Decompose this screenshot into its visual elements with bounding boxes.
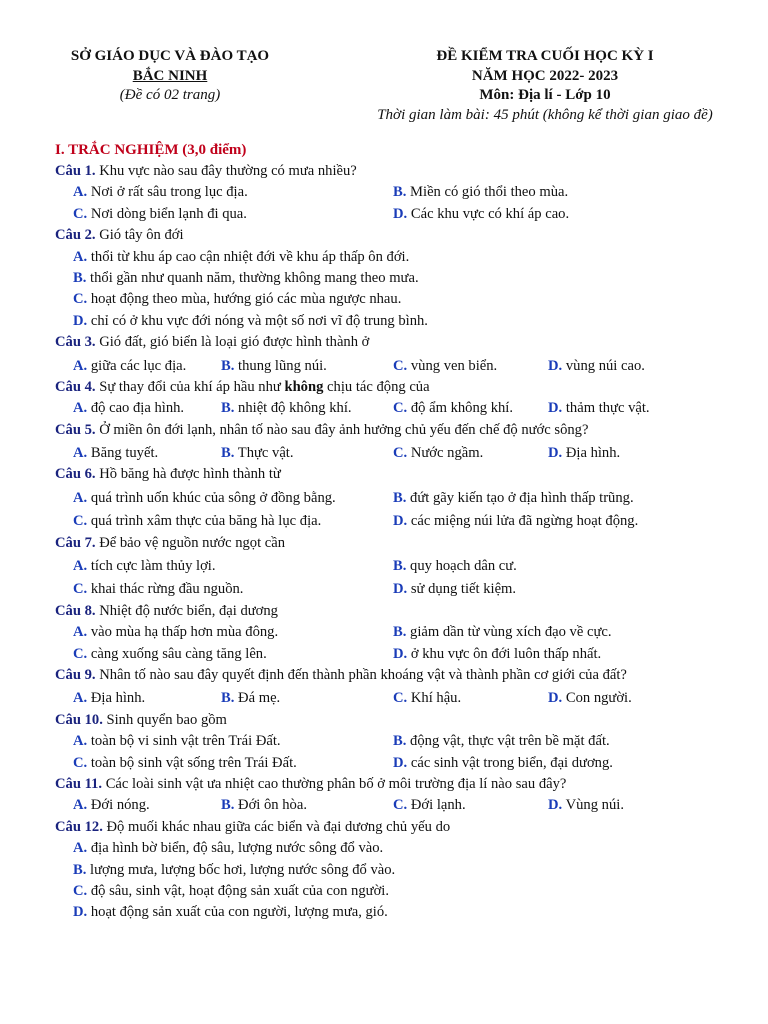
- province-name: BẮC NINH: [132, 67, 208, 84]
- option-letter: D.: [548, 357, 563, 374]
- option-a: [73, 398, 184, 419]
- question-stem: [55, 161, 755, 182]
- option-row: [55, 753, 755, 774]
- question-stem: [55, 420, 755, 441]
- question-text: Hồ băng hà được hình thành từ: [99, 466, 281, 483]
- option-d: [73, 902, 388, 923]
- option-text: Con người.: [565, 690, 632, 707]
- question-stem: [55, 464, 755, 485]
- question-text: Khu vực nào sau đây thường có mưa nhiều?: [99, 163, 357, 179]
- option-letter: A.: [73, 489, 88, 506]
- option-b: [73, 860, 395, 881]
- option-text: khai thác rừng đầu nguồn.: [90, 581, 244, 598]
- option-a: [73, 622, 278, 643]
- option-text: vùng núi cao.: [565, 357, 645, 374]
- option-row: [55, 579, 755, 600]
- option-text: Đới ôn hòa.: [238, 797, 307, 814]
- option-row: [55, 443, 755, 464]
- question-12: [55, 817, 755, 924]
- option-letter: D.: [73, 312, 88, 329]
- option-text: thổi từ khu áp cao cận nhiệt đới về khu áp thấp ôn đới.: [90, 248, 410, 265]
- option-letter: D.: [393, 513, 408, 530]
- option-d: [393, 579, 516, 600]
- department-name: SỞ GIÁO DỤC VÀ ĐÀO TẠO: [70, 48, 270, 64]
- option-text: Vùng núi.: [565, 797, 624, 814]
- option-letter: B.: [393, 558, 407, 575]
- option-b: [221, 398, 352, 419]
- option-b: [221, 795, 307, 816]
- question-text: Gió tây ôn đới: [99, 227, 184, 244]
- option-a: [73, 688, 145, 709]
- option-text: địa hình bờ biển, độ sâu, lượng nước sông đổ vào.: [90, 840, 384, 857]
- option-letter: C.: [393, 445, 408, 462]
- option-text: Các khu vực có khí áp cao.: [410, 205, 570, 222]
- question-9: [55, 665, 755, 710]
- question-number: Câu 8.: [55, 602, 96, 619]
- option-c: [73, 644, 267, 665]
- option-letter: A.: [73, 840, 88, 857]
- option-letter: B.: [221, 400, 235, 417]
- option-letter: B.: [393, 489, 407, 506]
- option-row: [55, 731, 755, 752]
- option-letter: D.: [393, 205, 408, 222]
- question-7: [55, 533, 755, 601]
- question-6: [55, 464, 755, 532]
- option-d: [548, 443, 620, 464]
- option-a: [73, 488, 336, 509]
- option-text: giữa các lục địa.: [90, 357, 187, 374]
- option-text: nhiệt độ không khí.: [238, 400, 352, 417]
- option-text: càng xuống sâu càng tăng lên.: [90, 645, 267, 662]
- header-left-block: [40, 47, 300, 106]
- option-a: [73, 356, 186, 377]
- question-number: Câu 2.: [55, 227, 96, 244]
- option-row: [55, 268, 755, 289]
- option-text: thảm thực vật.: [565, 400, 650, 417]
- option-text: quá trình uốn khúc của sông ở đồng bằng.: [90, 489, 336, 506]
- option-text: tích cực làm thủy lợi.: [90, 558, 216, 575]
- question-11: [55, 774, 755, 817]
- option-letter: C.: [73, 882, 88, 899]
- question-number: Câu 6.: [55, 466, 96, 483]
- option-letter: B.: [221, 690, 235, 707]
- option-d: [548, 356, 645, 377]
- option-letter: C.: [393, 357, 408, 374]
- question-4: [55, 377, 755, 420]
- option-text: hoạt động theo mùa, hướng gió các mùa ngược nhau.: [90, 291, 402, 308]
- subject-grade: Môn: Địa lí - Lớp 10: [479, 87, 611, 103]
- option-text: quá trình xâm thực của băng hà lục địa.: [90, 513, 322, 530]
- option-letter: B.: [393, 184, 407, 201]
- option-letter: C.: [393, 797, 408, 814]
- option-text: sử dụng tiết kiệm.: [410, 581, 517, 598]
- option-d: [548, 398, 650, 419]
- option-row: [55, 838, 755, 859]
- option-row: [55, 289, 755, 310]
- exam-content: [55, 140, 755, 924]
- question-text: Để bảo vệ nguồn nước ngọt cần: [99, 534, 286, 551]
- option-text: độ sâu, sinh vật, hoạt động sản xuất của con người.: [90, 882, 389, 899]
- option-row: [55, 622, 755, 643]
- option-text: các sinh vật trong biển, đại dương.: [410, 754, 613, 771]
- question-text: Nhân tố nào sau đây quyết định đến thành phần khoáng vật và thành phần cơ giới của đất?: [99, 666, 627, 683]
- option-letter: A.: [73, 184, 88, 201]
- option-row: [55, 795, 755, 816]
- option-a: [73, 443, 158, 464]
- option-c: [73, 753, 297, 774]
- option-row: [55, 182, 755, 203]
- option-letter: B.: [221, 445, 235, 462]
- option-row: [55, 356, 755, 377]
- option-letter: B.: [393, 624, 407, 641]
- option-row: [55, 902, 755, 923]
- option-text: giảm dần từ vùng xích đạo về cực.: [410, 624, 612, 641]
- option-row: [55, 556, 755, 577]
- option-d: [393, 644, 601, 665]
- option-b: [393, 731, 610, 752]
- question-text: Gió đất, gió biển là loại gió được hình thành ở: [99, 334, 370, 351]
- question-number: Câu 5.: [55, 421, 96, 438]
- option-text: Địa hình.: [90, 690, 146, 707]
- question-stem: [55, 601, 755, 622]
- option-letter: A.: [73, 733, 88, 750]
- emphasis-word: không: [284, 378, 324, 395]
- option-letter: A.: [73, 558, 88, 575]
- question-text: Các loài sinh vật ưa nhiệt cao thường phân bố ở môi trường địa lí nào sau đây?: [105, 775, 567, 792]
- option-letter: D.: [393, 754, 408, 771]
- option-text: hoạt động sản xuất của con người, lượng mưa, gió.: [90, 904, 388, 921]
- option-text: chỉ có ở khu vực đới nóng và một số nơi vĩ độ trung bình.: [90, 312, 428, 329]
- option-text: toàn bộ sinh vật sống trên Trái Đất.: [90, 754, 297, 771]
- option-letter: B.: [73, 269, 87, 286]
- option-a: [73, 731, 281, 752]
- question-number: Câu 10.: [55, 711, 103, 728]
- question-3: [55, 332, 755, 377]
- option-text: các miệng núi lửa đã ngừng hoạt động.: [410, 513, 639, 530]
- option-row: [55, 247, 755, 268]
- option-letter: A.: [73, 445, 88, 462]
- option-c: [393, 356, 497, 377]
- option-c: [393, 443, 483, 464]
- option-row: [55, 204, 755, 225]
- question-number: Câu 11.: [55, 775, 103, 792]
- option-row: [55, 644, 755, 665]
- option-d: [393, 511, 638, 532]
- option-text: Miền có gió thổi theo mùa.: [410, 184, 569, 201]
- option-text: động vật, thực vật trên bề mặt đất.: [410, 733, 610, 750]
- section-title: I. TRẮC NGHIỆM (3,0 điểm): [55, 142, 247, 158]
- option-letter: A.: [73, 248, 88, 265]
- option-letter: C.: [393, 400, 408, 417]
- question-text: Ở miền ôn đới lạnh, nhân tố nào sau đây ảnh hưởng chủ yếu đến chế độ nước sông?: [99, 421, 589, 438]
- question-stem: [55, 377, 755, 398]
- option-text: đứt gãy kiến tạo ở địa hình thấp trũng.: [410, 489, 634, 506]
- question-stem: [55, 332, 755, 353]
- question-number: Câu 3.: [55, 334, 96, 351]
- option-c: [73, 511, 321, 532]
- question-number: Câu 9.: [55, 666, 96, 683]
- option-text: Nước ngầm.: [410, 445, 484, 462]
- option-letter: C.: [73, 291, 88, 308]
- option-text: vùng ven biển.: [410, 357, 498, 374]
- option-text: Nơi ở rất sâu trong lục địa.: [90, 184, 248, 201]
- option-b: [393, 622, 611, 643]
- school-year: NĂM HỌC 2022- 2023: [471, 67, 619, 84]
- option-text: vào mùa hạ thấp hơn mùa đông.: [90, 624, 279, 641]
- option-letter: C.: [73, 645, 88, 662]
- option-row: [55, 688, 755, 709]
- option-text: Nơi dòng biển lạnh đi qua.: [90, 205, 247, 222]
- option-text: Khí hậu.: [410, 690, 462, 707]
- option-a: [73, 838, 383, 859]
- question-1: [55, 161, 755, 225]
- option-b: [393, 556, 517, 577]
- question-number: Câu 7.: [55, 534, 96, 551]
- option-letter: A.: [73, 797, 88, 814]
- question-number: Câu 4.: [55, 378, 96, 395]
- option-c: [73, 881, 389, 902]
- option-c: [393, 795, 466, 816]
- page-count-note: (Đề có 02 trang): [119, 87, 221, 103]
- question-number: Câu 12.: [55, 818, 103, 835]
- option-b: [393, 488, 634, 509]
- option-row: [55, 488, 755, 509]
- option-row: [55, 311, 755, 332]
- option-b: [221, 356, 327, 377]
- option-letter: D.: [548, 445, 563, 462]
- question-stem: [55, 225, 755, 246]
- question-text: Nhiệt độ nước biển, đại dương: [99, 602, 278, 619]
- option-text: lượng mưa, lượng bốc hơi, lượng nước sông đổ vào.: [90, 861, 396, 878]
- option-letter: D.: [393, 645, 408, 662]
- option-text: quy hoạch dân cư.: [410, 558, 517, 575]
- exam-header: [0, 47, 768, 127]
- question-10: [55, 710, 755, 774]
- option-text: độ cao địa hình.: [90, 400, 185, 417]
- option-d: [393, 204, 569, 225]
- option-letter: A.: [73, 690, 88, 707]
- option-b: [221, 443, 294, 464]
- question-number: Câu 1.: [55, 163, 96, 179]
- option-a: [73, 556, 216, 577]
- option-letter: B.: [221, 357, 235, 374]
- option-letter: B.: [393, 733, 407, 750]
- option-text: Đới lạnh.: [410, 797, 466, 814]
- option-c: [393, 688, 461, 709]
- question-text: Sinh quyển bao gồm: [106, 711, 227, 728]
- option-text: Thực vật.: [237, 445, 294, 462]
- option-a: [73, 182, 248, 203]
- question-stem: [55, 774, 755, 795]
- option-c: [73, 204, 247, 225]
- question-stem: [55, 533, 755, 554]
- option-letter: C.: [73, 754, 88, 771]
- option-row: [55, 860, 755, 881]
- option-text: Băng tuyết.: [90, 445, 159, 462]
- option-text: thung lũng núi.: [238, 357, 327, 374]
- option-d: [548, 795, 624, 816]
- option-letter: B.: [73, 861, 87, 878]
- option-a: [73, 247, 409, 268]
- option-text: thổi gần như quanh năm, thường không mang theo mưa.: [90, 269, 419, 286]
- question-8: [55, 601, 755, 665]
- question-2: [55, 225, 755, 332]
- option-c: [73, 289, 401, 310]
- option-row: [55, 398, 755, 419]
- option-letter: A.: [73, 624, 88, 641]
- header-right-block: [300, 47, 768, 125]
- question-stem: [55, 817, 755, 838]
- option-letter: D.: [548, 797, 563, 814]
- option-letter: A.: [73, 400, 88, 417]
- option-b: [73, 268, 419, 289]
- question-text: Sự thay đổi của khí áp hầu như không chịu tác động của: [99, 378, 430, 395]
- exam-title: ĐỀ KIỂM TRA CUỐI HỌC KỲ I: [436, 48, 654, 64]
- option-c: [73, 579, 243, 600]
- option-c: [393, 398, 513, 419]
- option-text: độ ẩm không khí.: [410, 400, 514, 417]
- option-letter: A.: [73, 357, 88, 374]
- question-stem: [55, 665, 755, 686]
- option-letter: D.: [548, 690, 563, 707]
- question-stem: [55, 710, 755, 731]
- option-letter: D.: [73, 904, 88, 921]
- question-text: Độ muối khác nhau giữa các biển và đại dương chủ yếu do: [106, 818, 451, 835]
- option-text: Địa hình.: [565, 445, 621, 462]
- option-text: ở khu vực ôn đới luôn thấp nhất.: [410, 645, 602, 662]
- option-d: [548, 688, 632, 709]
- option-text: Đới nóng.: [90, 797, 150, 814]
- option-text: Đá mẹ.: [238, 690, 281, 707]
- option-letter: C.: [73, 581, 88, 598]
- option-b: [221, 688, 280, 709]
- option-letter: D.: [548, 400, 563, 417]
- option-d: [393, 753, 613, 774]
- option-letter: B.: [221, 797, 235, 814]
- option-letter: D.: [393, 581, 408, 598]
- option-letter: C.: [73, 513, 88, 530]
- option-letter: C.: [393, 690, 408, 707]
- option-a: [73, 795, 150, 816]
- option-b: [393, 182, 568, 203]
- time-allowed: Thời gian làm bài: 45 phút (không kể thời gian giao đề): [377, 106, 713, 123]
- option-row: [55, 511, 755, 532]
- question-5: [55, 420, 755, 465]
- option-row: [55, 881, 755, 902]
- option-text: toàn bộ vi sinh vật trên Trái Đất.: [90, 733, 281, 750]
- option-d: [73, 311, 428, 332]
- option-letter: C.: [73, 205, 88, 222]
